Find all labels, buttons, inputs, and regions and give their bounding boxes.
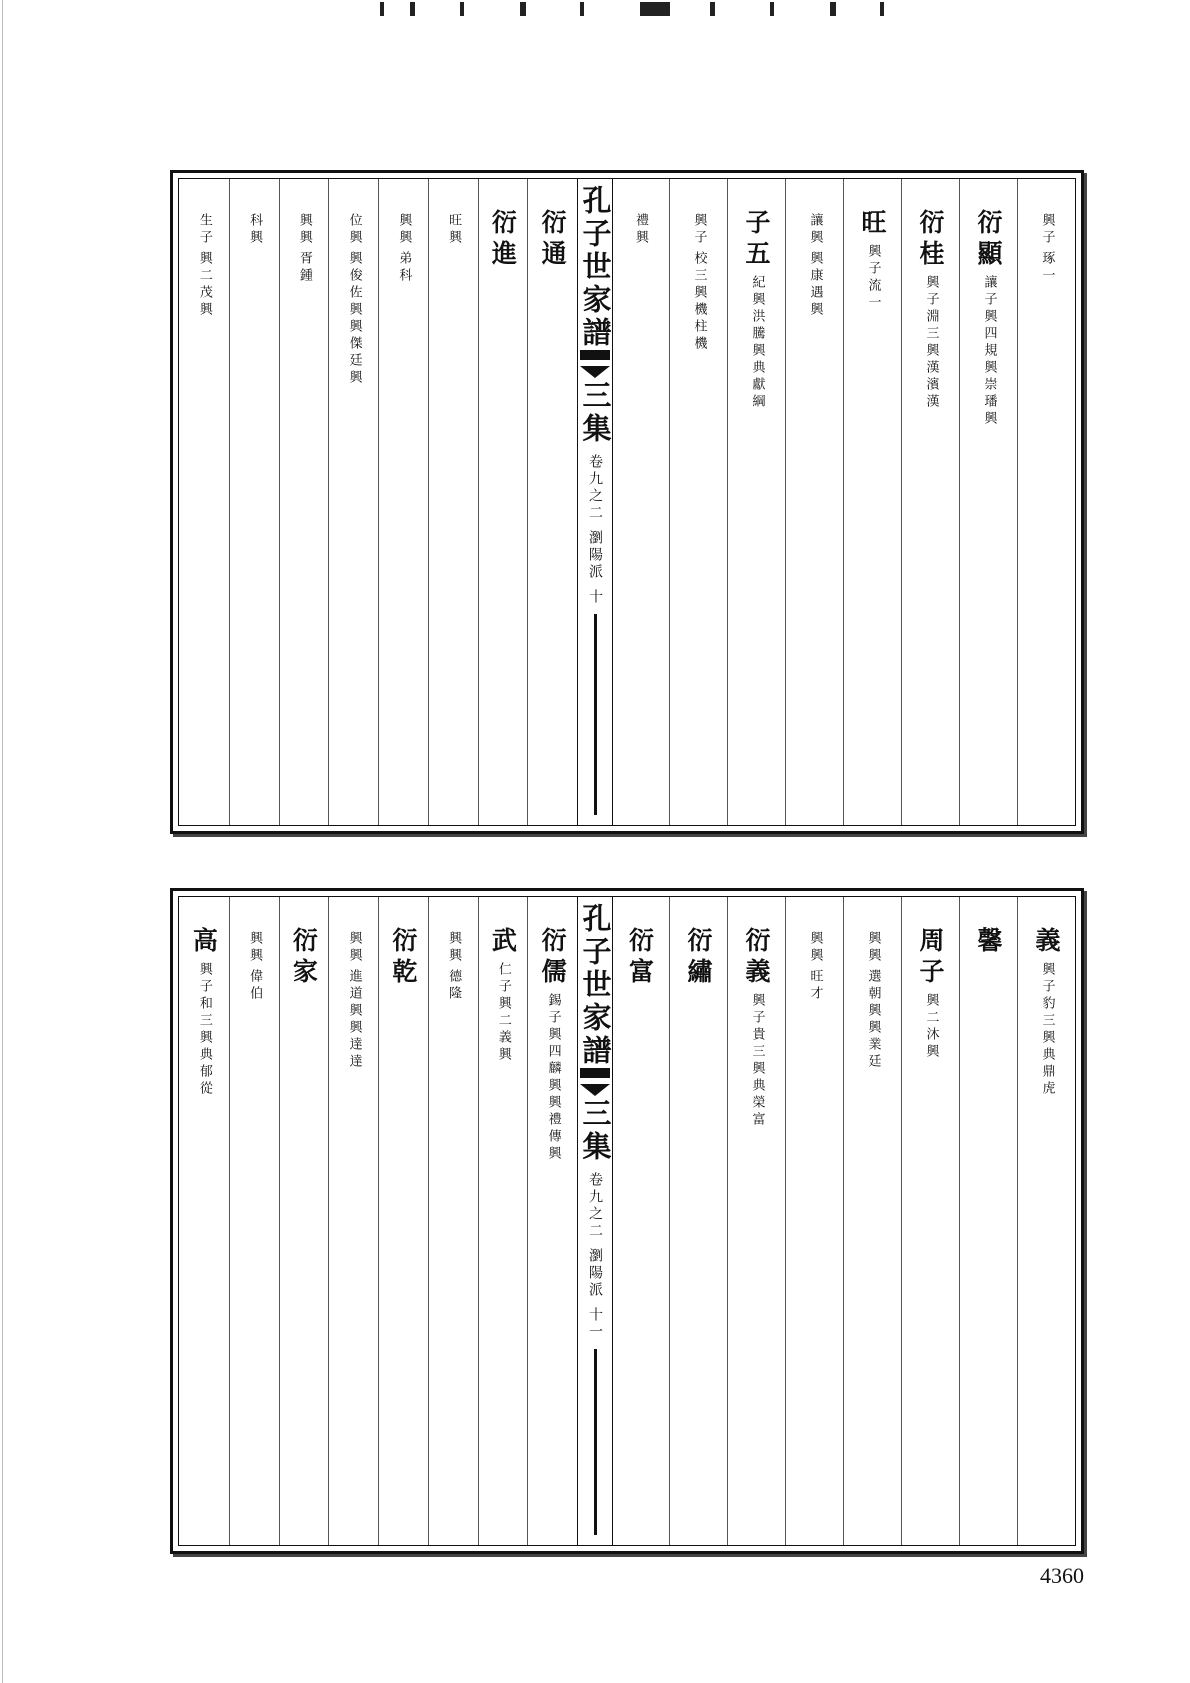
entry-name: 衍桂: [916, 209, 945, 271]
genealogy-column: [611, 897, 669, 1545]
entry-name: 興興: [446, 931, 462, 965]
entry-note: 紀興洪騰興典獻綱: [749, 275, 765, 411]
top-scan-marks: [380, 0, 940, 18]
entry-note: 進道興興達達: [346, 969, 362, 1071]
genealogy-column: [279, 179, 329, 825]
volume-label: 三集: [578, 380, 613, 446]
entry-name: 興興: [396, 213, 412, 247]
entry-note: 興俊佐興興傑廷興: [346, 251, 362, 387]
entry-note: 選朝興興業廷: [865, 969, 881, 1071]
entry-note: 興二茂興: [196, 251, 212, 319]
section-label: 卷九之二: [587, 454, 603, 522]
genealogy-column: [279, 897, 329, 1545]
entry-name: 衍家: [289, 927, 319, 989]
entry-note: 錫子興四麟興興禮傳興: [545, 993, 561, 1163]
genealogy-column: [1017, 897, 1075, 1545]
genealogy-page-bottom: [170, 888, 1084, 1554]
fishtail-mark: [580, 1084, 610, 1096]
entry-note: 興子貴三興典榮富: [749, 993, 765, 1129]
center-rule: [594, 614, 597, 815]
entry-name: 禮興: [633, 213, 648, 247]
entry-note: 興子和三興典郁從: [196, 962, 212, 1098]
entry-name: 衍富: [625, 927, 655, 989]
genealogy-column: [669, 179, 727, 825]
entry-note: 德隆: [446, 969, 462, 1003]
genealogy-column: [229, 897, 279, 1545]
genealogy-column: [428, 897, 478, 1545]
genealogy-column: [328, 179, 378, 825]
page-number: 4360: [1040, 1563, 1084, 1588]
genealogy-column: [901, 897, 959, 1545]
book-title: 孔子世家譜: [578, 903, 613, 1068]
section-label: 卷九之二: [587, 1172, 603, 1240]
entry-note: 琢一: [1039, 251, 1055, 285]
entry-note: 仁子興二義興: [495, 962, 511, 1064]
genealogy-column: [179, 179, 229, 825]
entry-name: 馨: [974, 927, 1003, 958]
entry-name: 興興: [346, 931, 362, 965]
center-rule: [594, 1349, 597, 1535]
entry-name: 高: [189, 927, 219, 958]
book-title: 孔子世家譜: [578, 185, 613, 350]
entry-name: 興興: [296, 213, 312, 247]
genealogy-column: [785, 897, 843, 1545]
genealogy-column: [378, 179, 428, 825]
entry-name: 衍義: [742, 927, 771, 989]
genealogy-column: [527, 897, 577, 1545]
entry-name: 興興: [807, 931, 823, 965]
center-fold-column: [577, 179, 613, 825]
entry-note: 弟科: [396, 251, 412, 285]
genealogy-column: [843, 897, 901, 1545]
entry-note: 興子豹三興典鼎虎: [1039, 962, 1055, 1098]
center-fold-column: [577, 897, 613, 1545]
leaf-number: 十一: [587, 1307, 603, 1341]
genealogy-column: [959, 179, 1017, 825]
entry-name: 旺: [858, 209, 887, 240]
genealogy-column: [901, 179, 959, 825]
entry-note: 旺才: [807, 969, 823, 1003]
entry-note: 興康遇興: [807, 251, 823, 319]
fishtail-mark: [580, 350, 610, 360]
genealogy-column: [428, 179, 478, 825]
entry-note: 興子流一: [865, 244, 881, 312]
entry-name: 衍進: [488, 209, 518, 271]
entry-name: 生子: [196, 213, 212, 247]
genealogy-column: [328, 897, 378, 1545]
genealogy-column: [727, 179, 785, 825]
leaf-number: 十: [587, 589, 603, 606]
entry-name: 興子: [691, 213, 707, 247]
genealogy-column: [527, 179, 577, 825]
entry-name: 讓興: [807, 213, 823, 247]
entry-name: 科興: [247, 213, 263, 247]
genealogy-column: [669, 897, 727, 1545]
genealogy-column: [785, 179, 843, 825]
genealogy-column: [179, 897, 229, 1545]
entry-name: 義: [1032, 927, 1061, 958]
genealogy-column: [611, 179, 669, 825]
entry-name: 衍通: [538, 209, 568, 271]
entry-name: 衍顯: [974, 209, 1003, 271]
genealogy-column: [1017, 179, 1075, 825]
volume-label: 三集: [578, 1098, 613, 1164]
entry-name: 興興: [865, 931, 881, 965]
entry-note: 讓子興四規興崇璠興: [981, 275, 997, 428]
entry-note: 偉伯: [247, 969, 263, 1003]
entry-name: 興興: [247, 931, 263, 965]
entry-name: 周子: [916, 927, 945, 989]
genealogy-column: [478, 179, 528, 825]
entry-note: 校三興機柱機: [691, 251, 707, 353]
entry-name: 旺興: [446, 213, 462, 247]
scan-edge-line: [2, 0, 3, 1683]
entry-name: 子五: [742, 209, 771, 271]
entry-name: 位興: [346, 213, 362, 247]
entry-note: 胥鍾: [296, 251, 312, 285]
entry-name: 興子: [1039, 213, 1055, 247]
genealogy-page-top: [170, 170, 1084, 834]
branch-label: 瀏陽派: [587, 530, 603, 581]
entry-name: 衍儒: [538, 927, 568, 989]
branch-label: 瀏陽派: [587, 1248, 603, 1299]
genealogy-column: [229, 179, 279, 825]
entry-note: 興二沐興: [923, 993, 939, 1061]
genealogy-column: [727, 897, 785, 1545]
entry-name: 衍乾: [388, 927, 418, 989]
fishtail-mark: [580, 366, 610, 378]
entry-name: 衍繡: [684, 927, 713, 989]
genealogy-column: [959, 897, 1017, 1545]
genealogy-column: [378, 897, 428, 1545]
genealogy-column: [478, 897, 528, 1545]
entry-note: 興子淵三興漢濱漢: [923, 275, 939, 411]
entry-name: 武: [488, 927, 518, 958]
fishtail-mark: [580, 1068, 610, 1078]
genealogy-column: [843, 179, 901, 825]
